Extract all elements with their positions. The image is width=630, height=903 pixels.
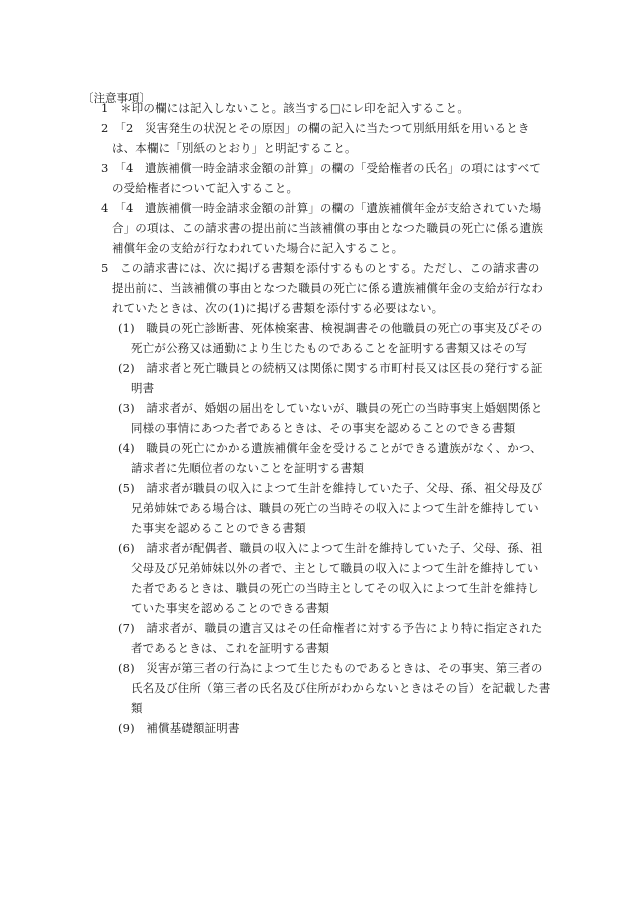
subitem-2-line-2: 明書 (131, 381, 155, 395)
note-5-line-1: 5 この請求書には、次に掲げる書類を添付するものとする。ただし、この請求書の (101, 261, 540, 275)
note-5-line-2: 提出前に、当該補償の事由となつた職員の死亡に係る遺族補償年金の支給が行なわ (112, 281, 544, 295)
subitem-5-line-3: た事実を認めることのできる書類 (131, 521, 306, 535)
subitem-6-line-1: (6) 請求者が配偶者、職員の収入によつて生計を維持していた子、父母、孫、祖 (118, 541, 543, 555)
subitem-6-line-4: ていた事実を認めることのできる書類 (131, 601, 330, 615)
notes-heading: 〔注意事項〕 (82, 91, 151, 105)
subitem-2-line-1: (2) 請求者と死亡職員との続柄又は関係に関する市町村長又は区長の発行する証 (118, 361, 543, 375)
subitem-6-line-2: 父母及び兄弟姉妹以外の者で、主として職員の収入によつて生計を維持してい (131, 561, 539, 575)
subitem-8-line-1: (8) 災害が第三者の行為によつて生じたものであるときは、その事実、第三者の (118, 661, 543, 675)
note-4-line-3: 補償年金の支給が行なわれていた場合に記入すること。 (112, 241, 404, 255)
subitem-5-line-2: 兄弟姉妹である場合は、職員の死亡の当時その収入によつて生計を維持してい (131, 501, 539, 515)
note-4-line-2: 合」の項は、この請求書の提出前に当該補償の事由となつた職員の死亡に係る遺族 (112, 221, 544, 235)
subitem-8-line-3: 類 (131, 701, 143, 715)
subitem-8-line-2: 氏名及び住所（第三者の氏名及び住所がわからないときはその旨）を記載した書 (131, 681, 551, 695)
note-4-line-1: 4 「4 遺族補償一時金請求金額の計算」の欄の「遺族補償年金が支給されていた場 (101, 201, 542, 215)
subitem-7-line-2: 者であるときは、これを証明する書類 (131, 641, 330, 655)
note-2-line-2: は、本欄に「別紙のとおり」と明記すること。 (112, 141, 357, 155)
note-3-line-1: 3 「4 遺族補償一時金請求金額の計算」の欄の「受給権者の氏名」の項にはすべて (101, 161, 541, 175)
subitem-1-line-1: (1) 職員の死亡診断書、死体検案書、検視調書その他職員の死亡の事実及びその (118, 321, 543, 335)
subitem-6-line-3: た者であるときは、職員の死亡の当時主としてその収入によつて生計を維持し (131, 581, 539, 595)
note-5-line-3: れていたときは、次の(1)に掲げる書類を添付する必要はない。 (112, 301, 444, 315)
subitem-4-line-2: 請求者に先順位者のないことを証明する書類 (131, 461, 364, 475)
subitem-3-line-2: 同様の事情にあつた者であるときは、その事実を認めることのできる書類 (131, 421, 516, 435)
note-3-line-2: の受給権者について記入すること。 (112, 181, 299, 195)
subitem-3-line-1: (3) 請求者が、婚姻の届出をしていないが、職員の死亡の当時事実上婚姻関係と (118, 401, 543, 415)
subitem-9-line-1: (9) 補償基礎額証明書 (118, 721, 240, 735)
subitem-5-line-1: (5) 請求者が職員の収入によつて生計を維持していた子、父母、孫、祖父母及び (118, 481, 543, 495)
subitem-1-line-2: 死亡が公務又は通勤により生じたものであることを証明する書類又はその写 (131, 341, 528, 355)
subitem-7-line-1: (7) 請求者が、職員の遺言又はその任命権者に対する予告により特に指定された (118, 621, 543, 635)
subitem-4-line-1: (4) 職員の死亡にかかる遺族補償年金を受けることができる遺族がなく、かつ、 (118, 441, 542, 455)
note-2-line-1: 2 「2 災害発生の状況とその原因」の欄の記入に当たつて別紙用紙を用いるとき (101, 121, 530, 135)
note-1-line-1: 1 ＊印の欄には記入しないこと。該当する□にレ印を記入すること。 (101, 101, 469, 115)
